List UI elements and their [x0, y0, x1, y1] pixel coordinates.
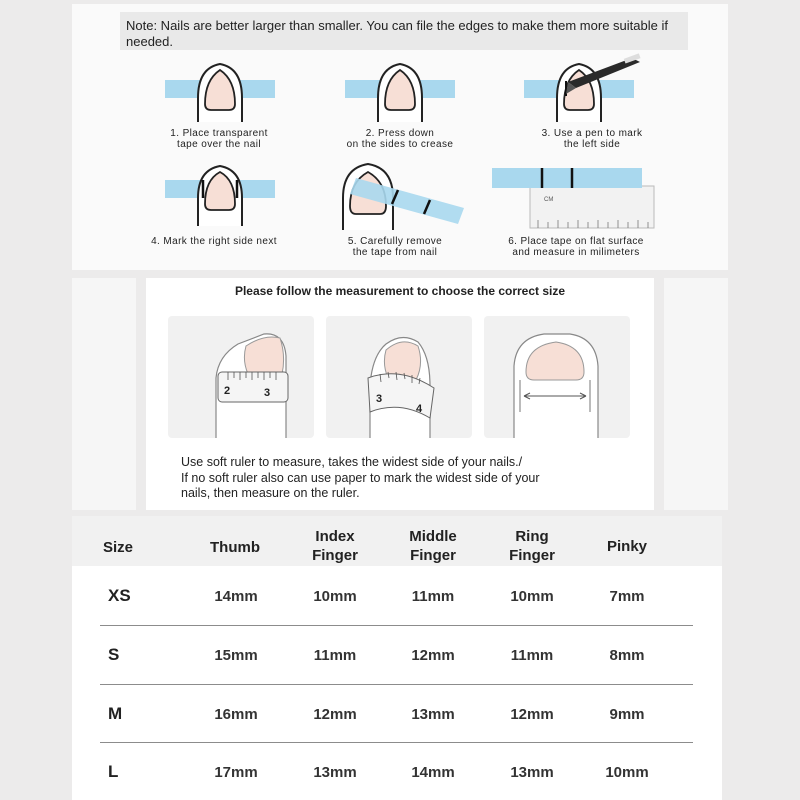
header-ring-finger: Ring Finger [509, 528, 555, 564]
row-m-thumb: 16mm [214, 706, 258, 723]
step-5-caption: 5. Carefully remove the tape from nail [347, 236, 443, 258]
step-4-caption: 4. Mark the right side next [151, 236, 277, 247]
row-xs-pinky: 7mm [609, 588, 645, 605]
step-4-illustration [165, 164, 275, 226]
header-pinky: Pinky [606, 538, 648, 555]
row-s-middle: 12mm [411, 647, 455, 664]
row-s-thumb: 15mm [214, 647, 258, 664]
row-m-pinky: 9mm [609, 706, 645, 723]
row-l-ring: 13mm [510, 764, 554, 781]
row-xs-ring: 10mm [510, 588, 554, 605]
step-2-caption: 2. Press down on the sides to crease [346, 128, 454, 150]
row-m-middle: 13mm [411, 706, 455, 723]
row-l-size: L [108, 762, 119, 781]
row-l-index: 13mm [313, 764, 357, 781]
step-3-caption: 3. Use a pen to mark the left side [541, 128, 643, 150]
step-2-illustration [345, 60, 455, 122]
row-divider [100, 625, 693, 626]
measure-card-3 [484, 316, 630, 438]
measure-card-2 [326, 316, 472, 438]
header-thumb: Thumb [210, 539, 260, 556]
step-3-illustration [524, 56, 644, 122]
row-s-size: S [108, 645, 120, 664]
row-s-index: 11mm [313, 647, 357, 664]
ruler-cm-label: CM [544, 197, 554, 203]
row-s-ring: 11mm [510, 647, 554, 664]
step-1-illustration [165, 60, 275, 122]
row-xs-size: XS [108, 586, 131, 605]
step-6-illustration [492, 164, 654, 230]
measure-card-1 [168, 316, 314, 438]
note-text: Note: Nails are better larger than smaller. You can file the edges to make them more suitable if needed. [126, 18, 668, 49]
ruler-number-3: 3 [264, 387, 271, 399]
row-divider [100, 684, 693, 685]
row-m-ring: 12mm [510, 706, 554, 723]
row-s-pinky: 8mm [609, 647, 645, 664]
row-l-pinky: 10mm [605, 764, 649, 781]
step-1-caption: 1. Place transparent tape over the nail [170, 128, 268, 150]
row-m-size: M [108, 704, 123, 723]
row-m-index: 12mm [313, 706, 357, 723]
measurement-instructions: Use soft ruler to measure, takes the widest side of your nails./ If no soft ruler also can use paper to mark the widest side of your nails, then measure on the ruler. [181, 455, 540, 500]
row-l-thumb: 17mm [214, 764, 258, 781]
row-divider [100, 742, 693, 743]
row-xs-index: 10mm [313, 588, 357, 605]
ruler-number-2: 2 [224, 385, 231, 397]
header-size: Size [102, 539, 133, 556]
ruler-number-4: 4 [416, 403, 423, 415]
measurement-title: Please follow the measurement to choose the correct size [234, 284, 566, 298]
row-l-middle: 14mm [411, 764, 455, 781]
row-xs-middle: 11mm [411, 588, 455, 605]
step-6-caption: 6. Place tape on flat surface and measure in milimeters [508, 236, 644, 258]
header-middle-finger: Middle Finger [409, 528, 457, 564]
row-xs-thumb: 14mm [214, 588, 258, 605]
header-index-finger: Index Finger [312, 528, 358, 564]
step-5-illustration [338, 160, 468, 230]
panel-side-right [664, 278, 728, 510]
ruler-number-3b: 3 [376, 393, 383, 405]
panel-side-left [72, 278, 136, 510]
note-box [120, 12, 688, 50]
